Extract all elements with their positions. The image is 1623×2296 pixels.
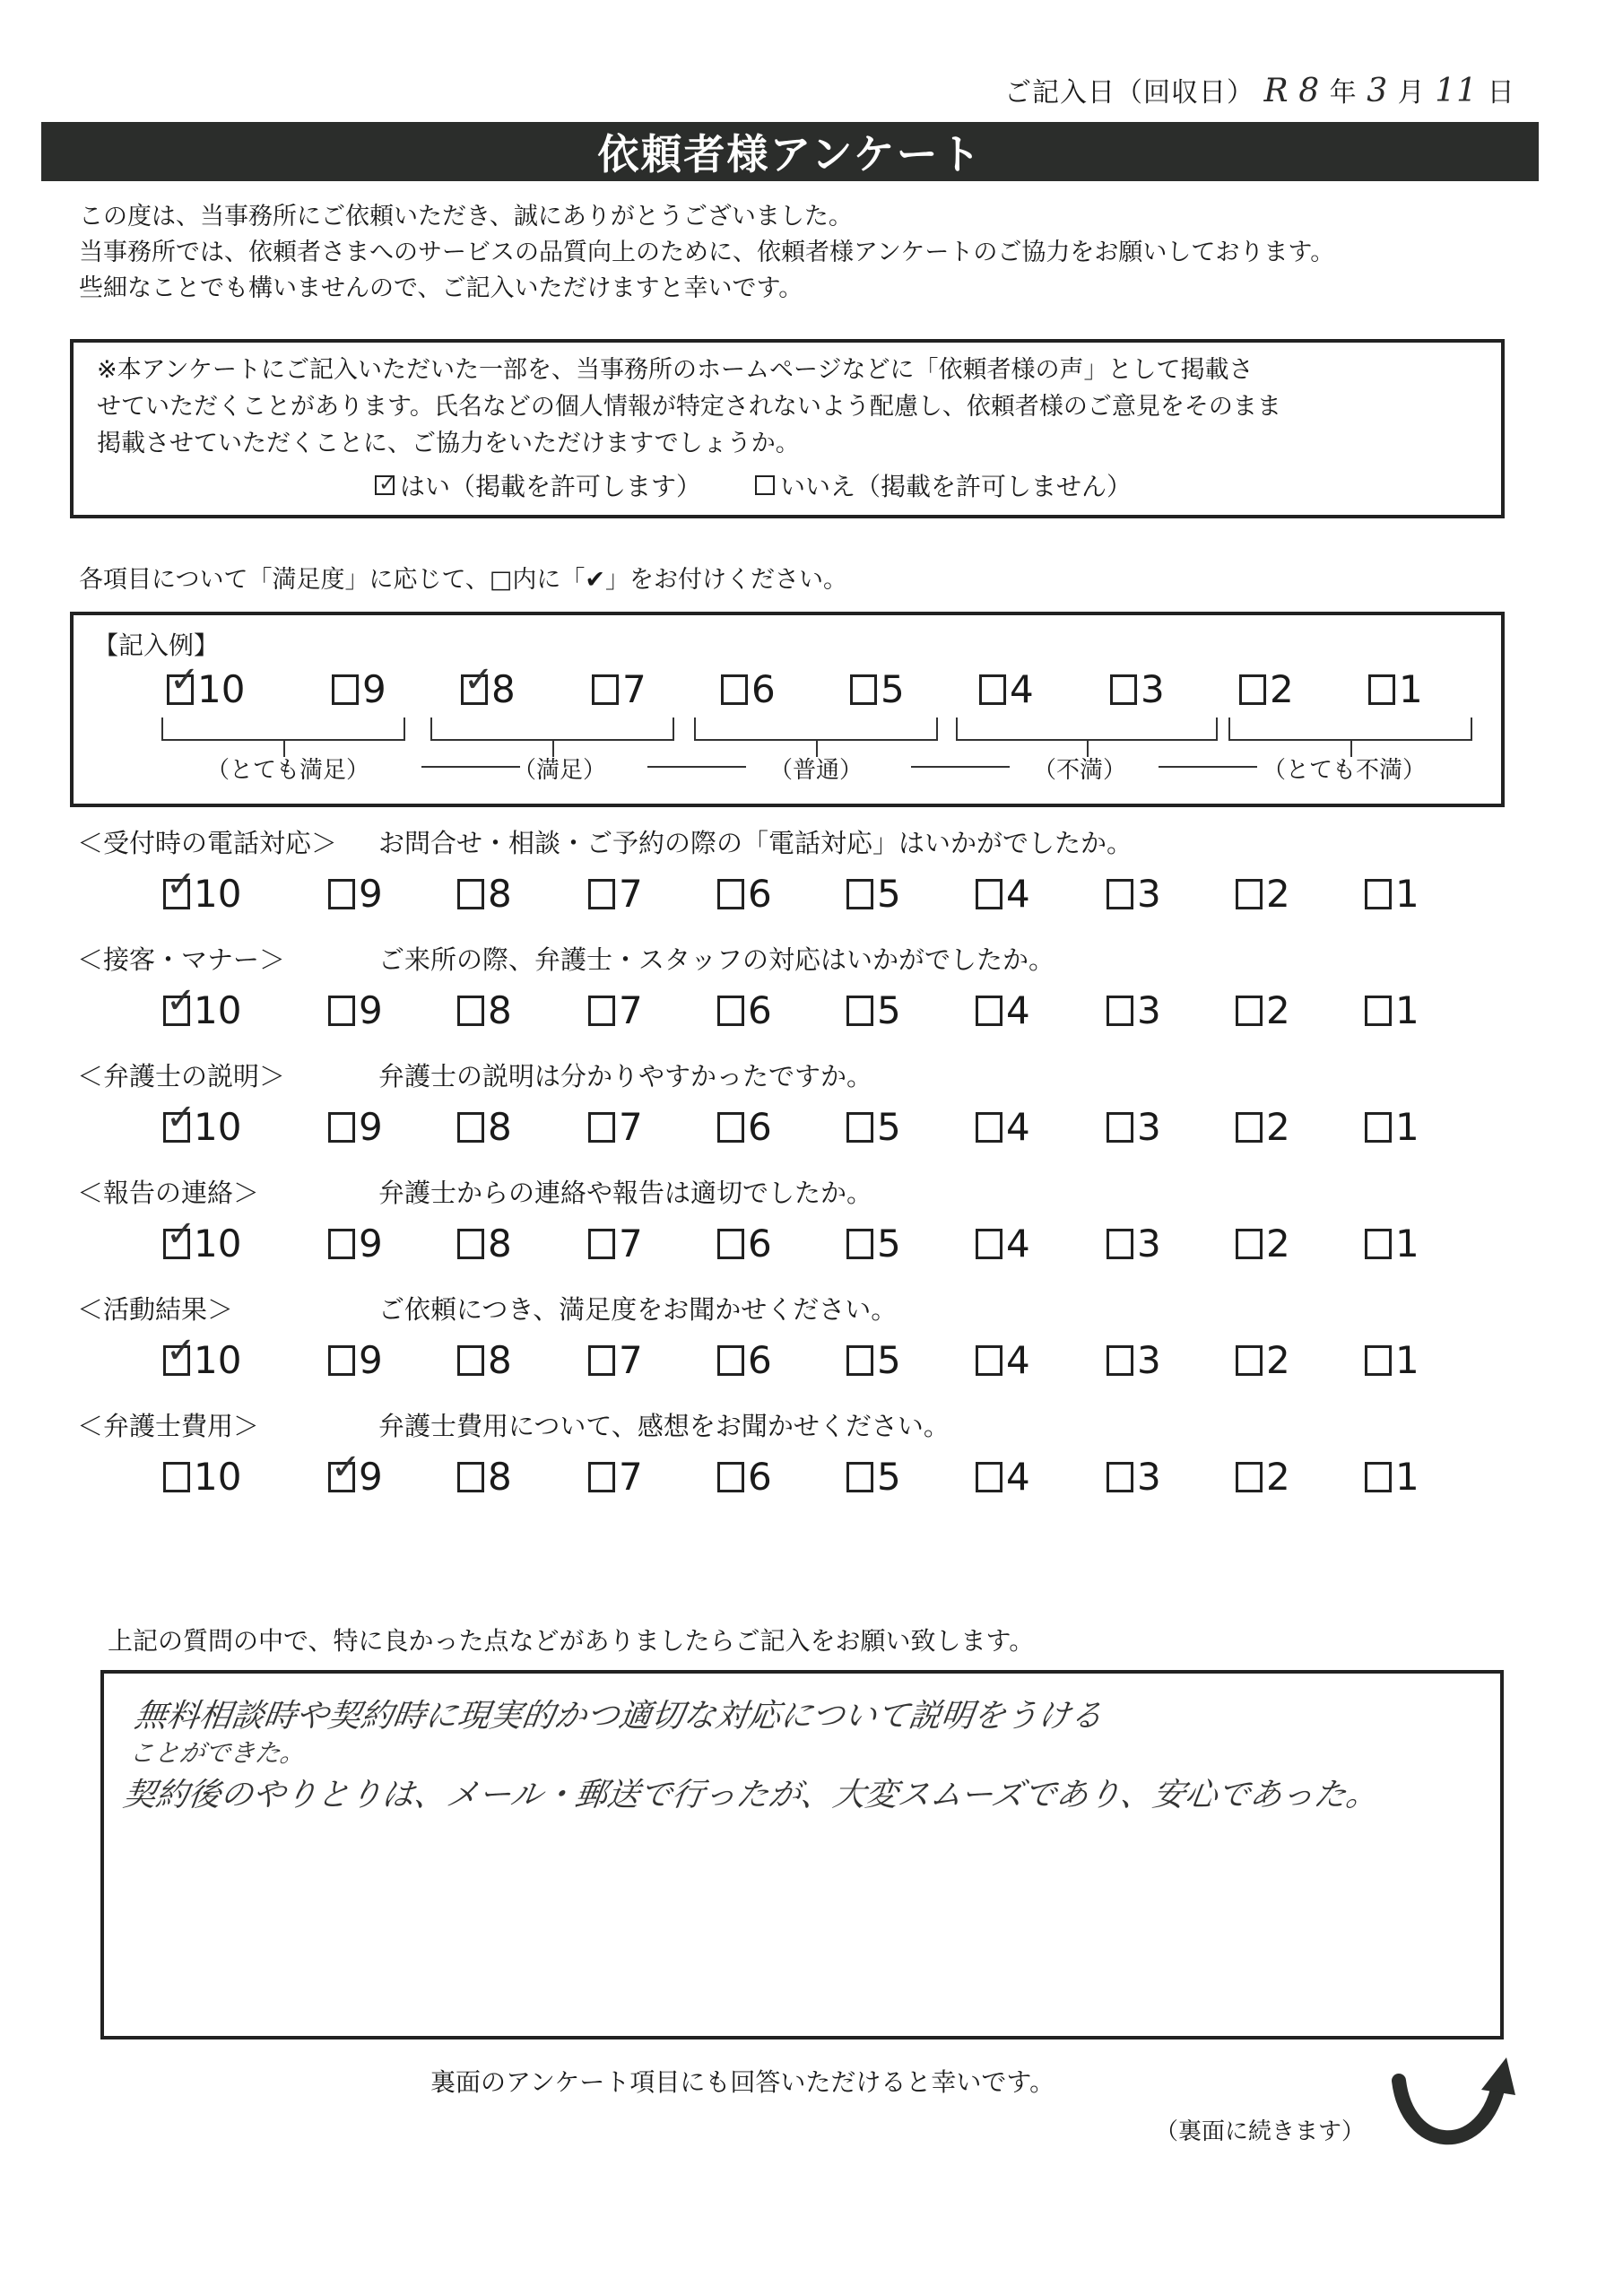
day-label: 日 [1487, 77, 1515, 109]
brace [694, 718, 938, 741]
rating-option-9[interactable] [328, 1105, 383, 1149]
rating-value: 4 [1006, 988, 1030, 1032]
rating-value: 5 [877, 1455, 901, 1499]
rating-checkbox[interactable] [1110, 674, 1137, 705]
rating-value: 10 [194, 1338, 242, 1382]
comment-textarea[interactable] [100, 1670, 1504, 2039]
rating-option-1[interactable] [1365, 1338, 1419, 1382]
rating-checkbox[interactable] [592, 674, 619, 705]
title-bar [41, 122, 1539, 181]
rating-value: 2 [1266, 1455, 1290, 1499]
consent-yes-label: はい（掲載を許可します） [400, 472, 702, 501]
rating-checkbox[interactable] [1239, 674, 1266, 705]
rating-value: 4 [1006, 1455, 1030, 1499]
rating-option-3[interactable] [1107, 1105, 1161, 1149]
rating-scale [0, 864, 1623, 920]
rating-checkbox[interactable] [1236, 879, 1263, 909]
rating-option-10[interactable] [163, 1097, 242, 1149]
rating-value: 3 [1137, 1455, 1161, 1499]
rating-checkbox[interactable] [846, 1345, 873, 1376]
rating-checkbox[interactable] [328, 1345, 355, 1376]
rating-value: 1 [1395, 1222, 1419, 1265]
rating-checkbox[interactable] [1365, 1345, 1392, 1376]
rating-scale [0, 980, 1623, 1037]
rating-value: 3 [1137, 1105, 1161, 1149]
rating-value: 6 [748, 1338, 772, 1382]
consent-no-option[interactable] [755, 467, 1132, 503]
rating-checkbox[interactable] [588, 1112, 615, 1143]
rating-option-1[interactable] [1365, 988, 1419, 1032]
rating-option-8[interactable] [457, 1455, 512, 1499]
rating-option-1[interactable] [1365, 872, 1419, 916]
rating-option-7[interactable] [592, 667, 647, 711]
category-very-satisfied: （とても満足） [206, 757, 370, 784]
rating-option-1[interactable] [1368, 667, 1423, 711]
consent-line: せていただくことがあります。氏名などの個人情報が特定されないよう配慮し、依頼者様のご意見をそのまま [97, 393, 1281, 421]
rating-value: 4 [1006, 1338, 1030, 1382]
rating-value: 1 [1395, 1455, 1419, 1499]
question-text: 弁護士からの連絡や報告は適切でしたか。 [378, 1178, 873, 1208]
check-mark-icon: ✓ [166, 1330, 196, 1371]
rating-checkbox[interactable] [717, 879, 744, 909]
rating-option-8[interactable] [457, 988, 512, 1032]
rating-value: 1 [1395, 988, 1419, 1032]
rating-checkbox[interactable] [1365, 1112, 1392, 1143]
rating-checkbox[interactable] [457, 1462, 484, 1492]
rating-checkbox[interactable] [1236, 1345, 1263, 1376]
rating-option-9[interactable] [328, 872, 383, 916]
rating-value: 3 [1141, 667, 1165, 711]
rating-scale [0, 1097, 1623, 1153]
rating-option-6[interactable] [717, 1455, 772, 1499]
rating-checkbox[interactable] [332, 674, 359, 705]
rating-option-7[interactable] [588, 1455, 643, 1499]
rating-option-3[interactable] [1110, 667, 1165, 711]
rating-checkbox[interactable] [846, 1229, 873, 1259]
question-row [77, 1057, 872, 1093]
rating-option-10[interactable] [163, 1455, 242, 1499]
rating-checkbox[interactable] [717, 1229, 744, 1259]
rating-value: 3 [1137, 988, 1161, 1032]
rating-value: 8 [488, 872, 512, 916]
rating-option-3[interactable] [1107, 1455, 1161, 1499]
rating-option-6[interactable] [721, 667, 776, 711]
rating-checkbox[interactable] [1236, 1112, 1263, 1143]
intro-line: 当事務所では、依頼者さまへのサービスの品質向上のために、依頼者様アンケートのご協力をお願いしております。 [79, 239, 1335, 266]
rating-checkbox[interactable] [163, 864, 196, 909]
check-mark-icon: ✓ [166, 1213, 196, 1255]
question-row [77, 1173, 872, 1210]
rating-option-2[interactable] [1236, 872, 1290, 916]
rating-option-4[interactable] [976, 872, 1030, 916]
rating-value: 7 [619, 1455, 643, 1499]
rating-checkbox[interactable] [1107, 1229, 1133, 1259]
page-title: 依頼者様アンケート [597, 130, 983, 178]
rating-option-3[interactable] [1107, 988, 1161, 1032]
category-very-dissatisfied: （とても不満） [1263, 757, 1427, 784]
rating-option-1[interactable] [1365, 1222, 1419, 1265]
rating-checkbox[interactable] [461, 659, 494, 705]
rating-option-5[interactable] [846, 1222, 901, 1265]
comment-line: ことができた。 [127, 1738, 308, 1768]
rating-checkbox[interactable] [167, 659, 200, 705]
question-category: ＜活動結果＞ [77, 1294, 234, 1325]
rating-checkbox[interactable] [1365, 1462, 1392, 1492]
era-field[interactable]: R [1263, 73, 1289, 109]
rating-value: 1 [1399, 667, 1423, 711]
rating-value: 8 [488, 988, 512, 1032]
brace [956, 718, 1218, 741]
rating-value: 1 [1395, 872, 1419, 916]
rating-option-6[interactable] [717, 988, 772, 1032]
rating-option-2[interactable] [1236, 1455, 1290, 1499]
rating-checkbox[interactable] [717, 1345, 744, 1376]
question-category: ＜接客・マナー＞ [77, 944, 286, 975]
divider [1159, 766, 1257, 768]
rating-value: 3 [1137, 1338, 1161, 1382]
rating-value: 6 [751, 667, 776, 711]
question-text: ご来所の際、弁護士・スタッフの対応はいかがでしたか。 [378, 944, 1055, 975]
rating-checkbox[interactable] [328, 879, 355, 909]
rating-option-3[interactable] [1107, 872, 1161, 916]
question-text: 弁護士の説明は分かりやすかったですか。 [378, 1061, 873, 1091]
check-mark-icon: ✓ [166, 980, 196, 1022]
rating-checkbox[interactable] [721, 674, 748, 705]
rating-value: 9 [359, 1105, 383, 1149]
check-mark-icon: ✓ [378, 471, 397, 496]
rating-value: 8 [488, 1222, 512, 1265]
rating-option-1[interactable] [1365, 1105, 1419, 1149]
consent-yes-checkbox[interactable] [375, 471, 397, 496]
rating-checkbox[interactable] [588, 1462, 615, 1492]
date-line [1004, 70, 1515, 109]
rating-checkbox[interactable] [328, 1447, 361, 1492]
rating-option-6[interactable] [717, 872, 772, 916]
rating-checkbox[interactable] [1365, 996, 1392, 1026]
check-mark-icon: ✓ [166, 864, 196, 905]
rating-checkbox[interactable] [1107, 1112, 1133, 1143]
rating-checkbox[interactable] [976, 1345, 1002, 1376]
rating-value: 7 [622, 667, 647, 711]
rating-value: 8 [488, 1455, 512, 1499]
rating-checkbox[interactable] [717, 996, 744, 1026]
rating-value: 10 [194, 1455, 242, 1499]
rating-value: 7 [619, 1105, 643, 1149]
rating-value: 2 [1266, 1338, 1290, 1382]
rating-option-10[interactable] [163, 864, 242, 916]
comment-line: 契約後のやりとりは、メール・郵送で行ったが、大変スムーズであり、安心であった。 [121, 1777, 1382, 1813]
rating-checkbox[interactable] [457, 1112, 484, 1143]
rating-value: 5 [877, 1222, 901, 1265]
rating-checkbox[interactable] [457, 1345, 484, 1376]
rating-value: 2 [1270, 667, 1294, 711]
question-row [77, 940, 1055, 977]
rating-scale [0, 1330, 1623, 1387]
question-category: ＜報告の連絡＞ [77, 1178, 260, 1208]
rating-value: 9 [359, 1455, 383, 1499]
rating-checkbox[interactable] [976, 996, 1002, 1026]
rating-checkbox[interactable] [1236, 996, 1263, 1026]
rating-checkbox[interactable] [1236, 1462, 1263, 1492]
rating-checkbox[interactable] [163, 1213, 196, 1259]
brace [161, 718, 405, 741]
intro-line: 些細なことでも構いませんので、ご記入いただけますと幸いです。 [79, 274, 803, 302]
question-category: ＜弁護士費用＞ [77, 1411, 260, 1441]
check-mark-icon: ✓ [169, 659, 200, 700]
rating-option-7[interactable] [588, 1338, 643, 1382]
rating-value: 10 [194, 872, 242, 916]
rating-value: 8 [491, 667, 516, 711]
rating-option-4[interactable] [979, 667, 1034, 711]
rating-option-3[interactable] [1107, 1222, 1161, 1265]
rating-checkbox[interactable] [588, 879, 615, 909]
rating-value: 6 [748, 1105, 772, 1149]
rating-checkbox[interactable] [850, 674, 877, 705]
rating-value: 4 [1006, 872, 1030, 916]
rating-value: 7 [619, 1338, 643, 1382]
rating-option-6[interactable] [717, 1105, 772, 1149]
rating-value: 5 [877, 988, 901, 1032]
continued-label: （裏面に続きます） [1155, 2118, 1366, 2145]
rating-option-10[interactable] [167, 659, 246, 711]
rating-option-10[interactable] [163, 980, 242, 1032]
rating-option-9[interactable] [332, 667, 386, 711]
intro-line: この度は、当事務所にご依頼いただき、誠にありがとうございました。 [79, 203, 853, 230]
category-neutral: （普通） [769, 757, 864, 784]
rating-checkbox[interactable] [163, 1097, 196, 1143]
rating-option-6[interactable] [717, 1222, 772, 1265]
question-row [77, 1290, 897, 1326]
rating-value: 8 [488, 1105, 512, 1149]
rating-value: 6 [748, 988, 772, 1032]
rating-value: 10 [197, 667, 246, 711]
day-field[interactable]: 11 [1435, 73, 1479, 109]
rating-checkbox[interactable] [163, 1462, 190, 1492]
rating-value: 5 [877, 1338, 901, 1382]
question-category: ＜弁護士の説明＞ [77, 1061, 286, 1091]
rating-checkbox[interactable] [846, 1112, 873, 1143]
rating-value: 9 [359, 1222, 383, 1265]
rating-value: 9 [362, 667, 386, 711]
rating-value: 2 [1266, 872, 1290, 916]
rating-value: 10 [194, 1105, 242, 1149]
rating-option-5[interactable] [850, 667, 905, 711]
month-field[interactable]: 3 [1367, 73, 1389, 109]
brace [1228, 718, 1472, 741]
check-mark-icon: ✓ [464, 659, 494, 700]
consent-line: ※本アンケートにご記入いただいた一部を、当事務所のホームページなどに「依頼者様の声」として掲載さ [97, 356, 1254, 384]
rating-option-1[interactable] [1365, 1455, 1419, 1499]
rating-option-4[interactable] [976, 1455, 1030, 1499]
rating-checkbox[interactable] [163, 980, 196, 1026]
rating-option-3[interactable] [1107, 1338, 1161, 1382]
rating-option-2[interactable] [1236, 1105, 1290, 1149]
rating-value: 2 [1266, 1105, 1290, 1149]
rating-checkbox[interactable] [328, 1229, 355, 1259]
rating-checkbox[interactable] [1365, 1229, 1392, 1259]
rating-option-8[interactable] [461, 659, 516, 711]
rating-option-8[interactable] [457, 1222, 512, 1265]
rating-checkbox[interactable] [328, 996, 355, 1026]
rating-checkbox[interactable] [846, 996, 873, 1026]
rating-option-2[interactable] [1236, 1222, 1290, 1265]
rating-option-7[interactable] [588, 872, 643, 916]
question-category: ＜受付時の電話対応＞ [77, 828, 338, 858]
rating-scale [0, 1213, 1623, 1270]
rating-checkbox[interactable] [588, 996, 615, 1026]
rating-value: 3 [1137, 1222, 1161, 1265]
example-label: 【記入例】 [93, 631, 220, 660]
rating-option-8[interactable] [457, 1105, 512, 1149]
rating-value: 10 [194, 988, 242, 1032]
consent-box [70, 339, 1505, 518]
rating-option-4[interactable] [976, 1222, 1030, 1265]
rating-option-2[interactable] [1239, 667, 1294, 711]
rating-option-9[interactable] [328, 1338, 383, 1382]
rating-option-2[interactable] [1236, 1338, 1290, 1382]
instruction-text: 各項目について「満足度」に応じて、□内に「✔」をお付けください。 [79, 566, 848, 594]
brace [430, 718, 674, 741]
rating-checkbox[interactable] [979, 674, 1006, 705]
rating-value: 9 [359, 988, 383, 1032]
rating-option-9[interactable] [328, 988, 383, 1032]
example-box [70, 612, 1505, 807]
rating-checkbox[interactable] [1107, 1345, 1133, 1376]
consent-no-checkbox[interactable] [755, 475, 775, 495]
rating-value: 5 [877, 1105, 901, 1149]
rating-value: 4 [1010, 667, 1034, 711]
rating-value: 4 [1006, 1222, 1030, 1265]
rating-option-8[interactable] [457, 1338, 512, 1382]
rating-option-5[interactable] [846, 872, 901, 916]
rating-checkbox[interactable] [846, 879, 873, 909]
rating-value: 7 [619, 988, 643, 1032]
intro-text [79, 199, 1334, 307]
rating-checkbox[interactable] [717, 1112, 744, 1143]
rating-checkbox[interactable] [1365, 879, 1392, 909]
rating-option-7[interactable] [588, 988, 643, 1032]
consent-no-label: いいえ（掲載を許可しません） [780, 472, 1133, 501]
rating-scale [0, 1447, 1623, 1503]
check-mark-icon: ✓ [331, 1447, 361, 1488]
check-mark-icon: ✓ [166, 1097, 196, 1138]
rating-value: 6 [748, 1222, 772, 1265]
rating-value: 1 [1395, 1338, 1419, 1382]
rating-checkbox[interactable] [1107, 879, 1133, 909]
rating-option-5[interactable] [846, 1455, 901, 1499]
rating-value: 7 [619, 1222, 643, 1265]
rating-checkbox[interactable] [457, 879, 484, 909]
rating-value: 4 [1006, 1105, 1030, 1149]
rating-checkbox[interactable] [588, 1229, 615, 1259]
rating-option-5[interactable] [846, 1338, 901, 1382]
question-text: お問合せ・相談・ご予約の際の「電話対応」はいかがでしたか。 [378, 828, 1133, 858]
year-field[interactable]: 8 [1298, 73, 1321, 109]
date-label: ご記入日（回収日） [1004, 77, 1254, 109]
rating-value: 10 [194, 1222, 242, 1265]
rating-option-7[interactable] [588, 1222, 643, 1265]
consent-line: 掲載させていただくことに、ご協力をいただけますでしょうか。 [97, 430, 800, 457]
question-text: 弁護士費用について、感想をお聞かせください。 [378, 1411, 950, 1441]
rating-checkbox[interactable] [717, 1462, 744, 1492]
question-row [77, 1406, 950, 1443]
rating-checkbox[interactable] [976, 1462, 1002, 1492]
rating-checkbox[interactable] [588, 1345, 615, 1376]
category-satisfied: （満足） [513, 757, 607, 784]
rating-value: 2 [1266, 988, 1290, 1032]
rating-option-10[interactable] [163, 1330, 242, 1382]
divider [911, 766, 1010, 768]
rating-option-10[interactable] [163, 1213, 242, 1265]
question-text: ご依頼につき、満足度をお聞かせください。 [378, 1294, 898, 1325]
rating-value: 9 [359, 1338, 383, 1382]
footer-note: 裏面のアンケート項目にも回答いただけると幸いです。 [430, 2067, 1055, 2097]
rating-checkbox[interactable] [846, 1462, 873, 1492]
rating-checkbox[interactable] [163, 1330, 196, 1376]
comment-label: 上記の質問の中で、特に良かった点などがありましたらご記入をお願い致します。 [108, 1626, 1035, 1656]
rating-option-4[interactable] [976, 988, 1030, 1032]
rating-value: 5 [877, 872, 901, 916]
rating-checkbox[interactable] [1368, 674, 1395, 705]
rating-checkbox[interactable] [976, 879, 1002, 909]
rating-checkbox[interactable] [1107, 1462, 1133, 1492]
rating-value: 5 [881, 667, 905, 711]
rating-option-9[interactable] [328, 1222, 383, 1265]
turn-page-arrow-icon [1381, 2054, 1524, 2161]
rating-option-6[interactable] [717, 1338, 772, 1382]
rating-value: 6 [748, 872, 772, 916]
rating-option-9[interactable] [328, 1447, 383, 1499]
month-label: 月 [1397, 77, 1426, 109]
year-label: 年 [1329, 77, 1358, 109]
rating-option-7[interactable] [588, 1105, 643, 1149]
rating-checkbox[interactable] [457, 1229, 484, 1259]
rating-value: 9 [359, 872, 383, 916]
rating-value: 7 [619, 872, 643, 916]
rating-value: 6 [748, 1455, 772, 1499]
rating-checkbox[interactable] [328, 1112, 355, 1143]
rating-value: 8 [488, 1338, 512, 1382]
divider [647, 766, 746, 768]
rating-value: 3 [1137, 872, 1161, 916]
rating-checkbox[interactable] [457, 996, 484, 1026]
rating-option-8[interactable] [457, 872, 512, 916]
question-row [77, 823, 1133, 860]
rating-value: 2 [1266, 1222, 1290, 1265]
rating-option-5[interactable] [846, 988, 901, 1032]
consent-yes-option[interactable] [375, 467, 701, 503]
comment-line: 無料相談時や契約時に現実的かつ適切な対応について説明をうける [132, 1698, 1106, 1735]
rating-option-5[interactable] [846, 1105, 901, 1149]
rating-checkbox[interactable] [976, 1229, 1002, 1259]
divider [421, 766, 520, 768]
rating-option-4[interactable] [976, 1338, 1030, 1382]
category-dissatisfied: （不満） [1033, 757, 1127, 784]
rating-value: 1 [1395, 1105, 1419, 1149]
rating-option-2[interactable] [1236, 988, 1290, 1032]
rating-checkbox[interactable] [1107, 996, 1133, 1026]
rating-checkbox[interactable] [1236, 1229, 1263, 1259]
rating-option-4[interactable] [976, 1105, 1030, 1149]
rating-checkbox[interactable] [976, 1112, 1002, 1143]
